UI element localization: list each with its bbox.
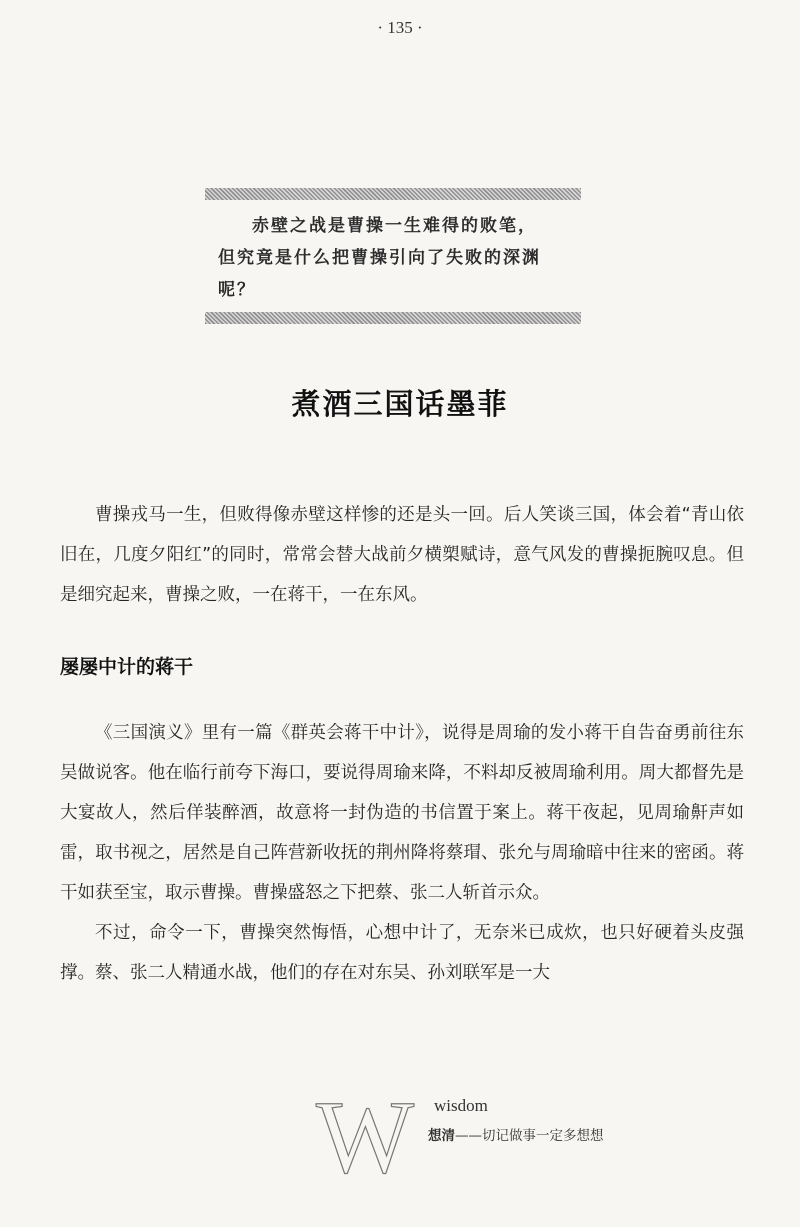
section-paragraph-1: 《三国演义》里有一篇《群英会蒋干中计》，说得是周瑜的发小蒋干自告奋勇前往东吴做说客。他在临行前夸下海口，要说得周瑜来降，不料却反被周瑜利用。周大都督先是大宴故人，然后佯装醉酒，故意将一封伪造的书信置于案上。蒋干夜起，见周瑜鼾声如雷，取书视之，居然是自己阵营新收抚的荆州降将蔡瑁、张允与周瑜暗中往来的密函。蒋干如获至宝，取示曹操。曹操盛怒之下把蔡、张二人斩首示众。 xyxy=(60,723,744,903)
logo-tagline-text: ——切记做事一定多想想 xyxy=(455,1128,604,1144)
wisdom-logo xyxy=(316,1080,676,1202)
epigraph xyxy=(218,210,578,306)
intro-paragraph: 曹操戎马一生，但败得像赤壁这样惨的还是头一回。后人笑谈三国，体会着“青山依旧在，几度夕阳红”的同时，常常会替大战前夕横槊赋诗，意气风发的曹操扼腕叹息。但是细究起来，曹操之败，一在蒋干，一在东风。 xyxy=(60,505,744,605)
section-text xyxy=(60,713,744,993)
logo-title: 想清 xyxy=(428,1128,455,1144)
intro-text xyxy=(60,495,744,615)
epigraph-top-bar xyxy=(205,188,581,200)
epigraph-line-2: 但究竟是什么把曹操引向了失败的深渊 xyxy=(218,248,541,268)
logo-word: wisdom xyxy=(434,1096,488,1115)
epigraph-line-3: 呢？ xyxy=(218,280,256,300)
epigraph-bottom-bar xyxy=(205,312,581,324)
section-paragraph-2: 不过，命令一下，曹操突然悔悟，心想中计了，无奈米已成炊，也只好硬着头皮强撑。蔡、张二人精通水战，他们的存在对东吴、孙刘联军是一大 xyxy=(60,923,744,983)
page-number: · 135 · xyxy=(377,18,423,37)
epigraph-line-1: 赤壁之战是曹操一生难得的败笔， xyxy=(252,216,537,236)
logo-letter-w: W xyxy=(316,1080,415,1195)
logo-tagline xyxy=(428,1124,604,1144)
section-heading: 屡屡中计的蒋干 xyxy=(60,656,194,678)
chapter-title: 煮酒三国话墨菲 xyxy=(291,387,509,421)
